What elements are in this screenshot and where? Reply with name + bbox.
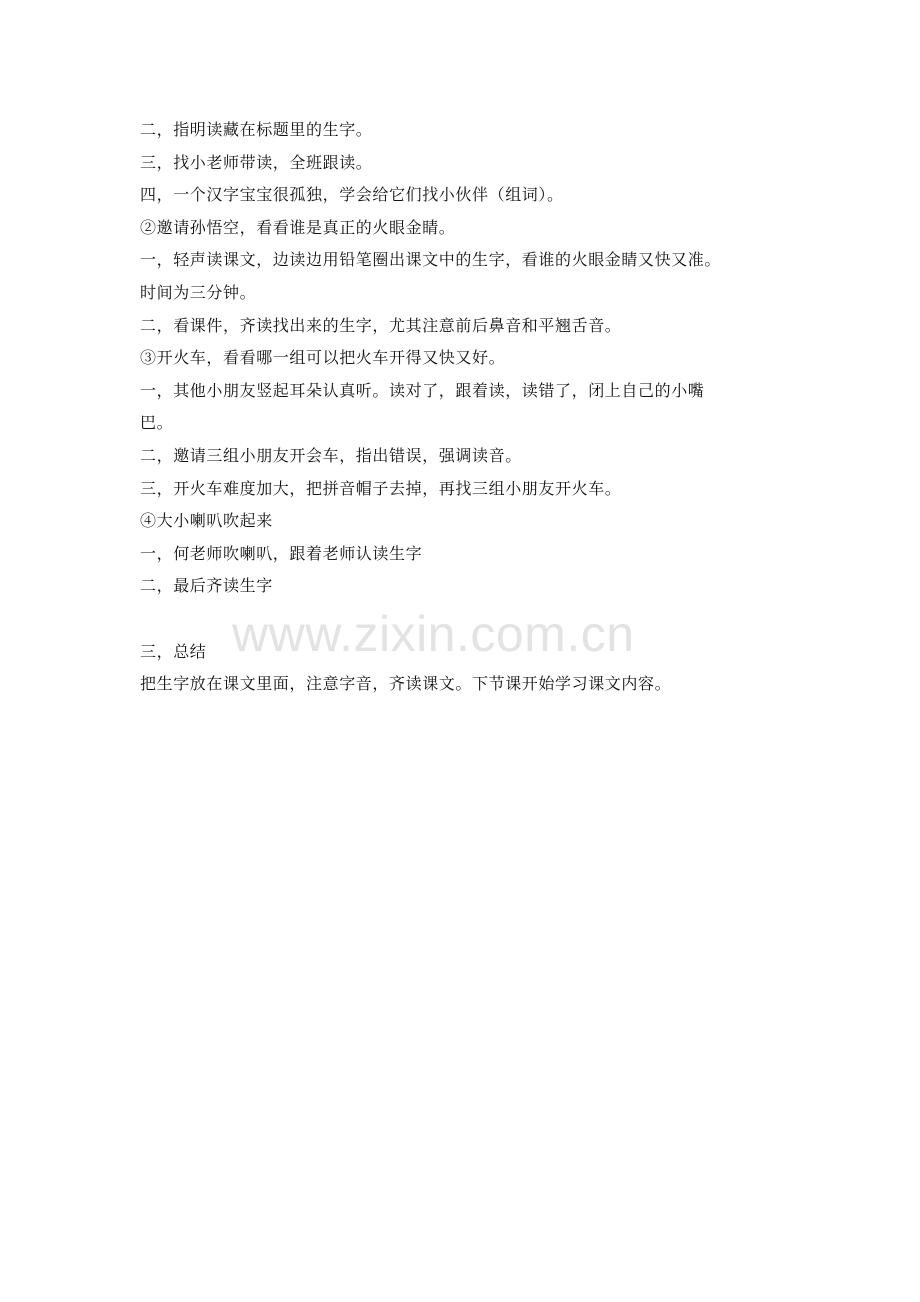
document-body xyxy=(140,114,800,701)
text-line: 三，开火车难度加大，把拼音帽子去掉，再找三组小朋友开火车。 xyxy=(140,478,622,498)
text-line: 一，何老师吹喇叭，跟着老师认读生字 xyxy=(140,543,423,563)
text-line: 一，轻声读课文，边读边用铅笔圈出课文中的生字，看谁的火眼金睛又快又准。 xyxy=(140,250,722,270)
text-line: 四，一个汉字宝宝很孤独，学会给它们找小伙伴（组词）。 xyxy=(140,185,564,205)
text-line: 二，指明读藏在标题里的生字。 xyxy=(140,120,373,139)
text-line: 一，其他小朋友竖起耳朵认真听。读对了，跟着读，读错了，闭上自己的小嘴 xyxy=(140,380,705,400)
text-line: 二，看课件，齐读找出来的生字，尤其注意前后鼻音和平翘舌音。 xyxy=(140,315,622,335)
text-line: 巴。 xyxy=(140,413,174,433)
text-line: 二，最后齐读生字 xyxy=(140,576,273,596)
blank-line xyxy=(140,603,800,636)
text-line: 三，找小老师带读，全班跟读。 xyxy=(140,152,373,172)
text-line: ④大小喇叭吹起来 xyxy=(140,511,273,531)
summary-heading: 三，总结 xyxy=(140,641,207,661)
watermark: www.zixin.com.cn xyxy=(232,606,635,662)
text-line: ②邀请孙悟空，看看谁是真正的火眼金睛。 xyxy=(140,217,456,237)
text-line: 二，邀请三组小朋友开会车，指出错误，强调读音。 xyxy=(140,445,522,465)
summary-text: 把生字放在课文里面，注意字音，齐读课文。下节课开始学习课文内容。 xyxy=(140,674,672,694)
text-line: 时间为三分钟。 xyxy=(140,282,257,302)
text-line: ③开火车，看看哪一组可以把火车开得又快又好。 xyxy=(140,348,506,368)
